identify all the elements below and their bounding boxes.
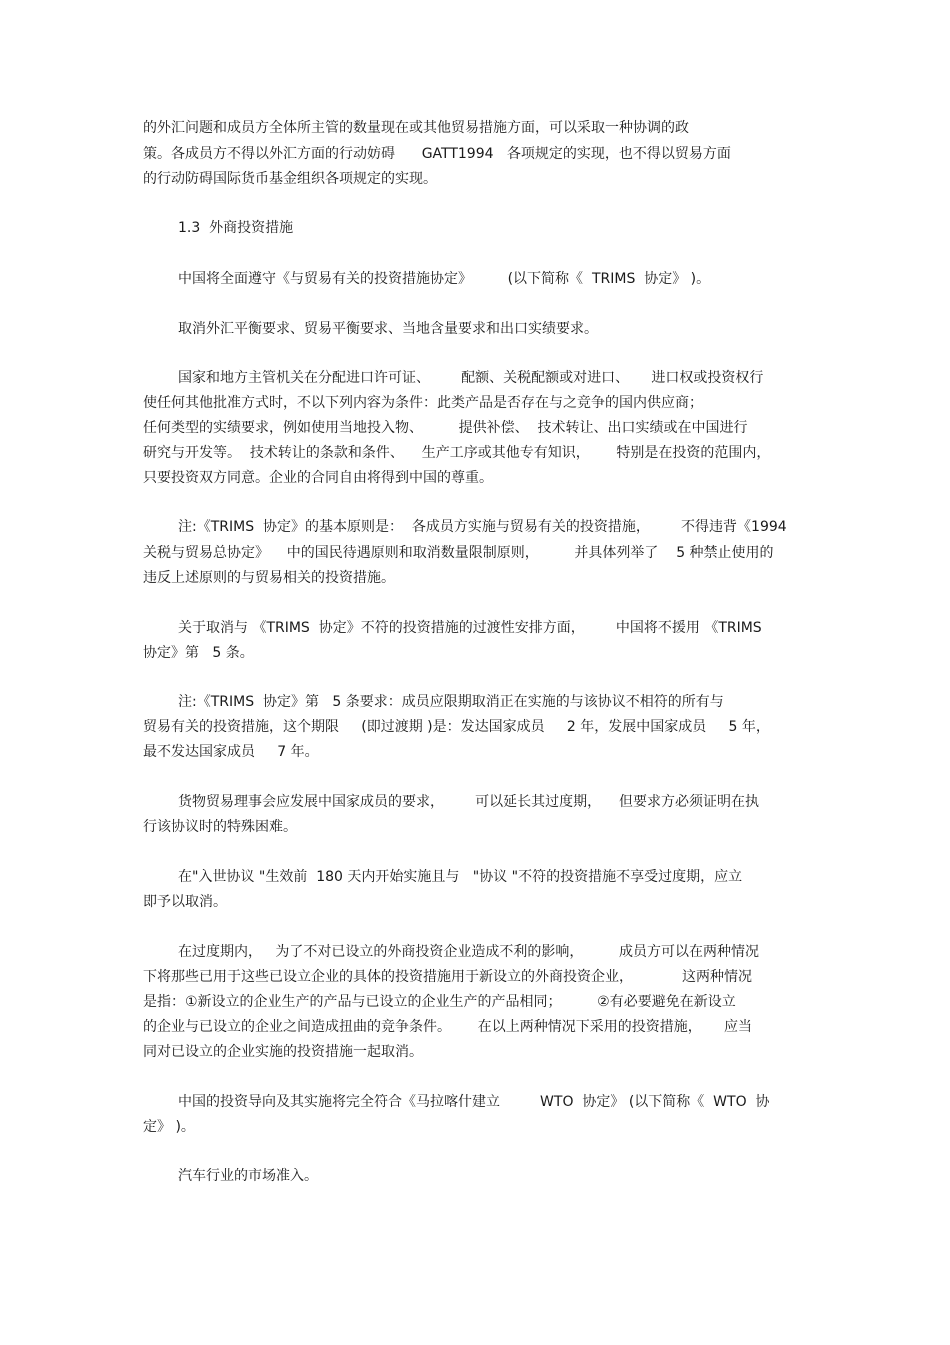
section-heading: 1.3 外商投资措施 [178,220,294,236]
text-line: 的企业与已设立的企业之间造成扭曲的竞争条件。 在以上两种情况下采用的投资措施， 应当 [143,1019,752,1035]
text-line: 关税与贸易总协定》 中的国民待遇原则和取消数量限制原则， 并具体列举了 5 种禁止使用的 [143,545,774,561]
text-line: 任何类型的实绩要求，例如使用当地投入物、 提供补偿、 技术转让、出口实绩或在中国进行 [143,420,748,436]
text-line: 违反上述原则的与贸易相关的投资措施。 [143,570,395,586]
text-line: 的外汇问题和成员方全体所主管的数量现在或其他贸易措施方面，可以采取一种协调的政 [143,120,689,136]
text-line: 在过度期内， 为了不对已设立的外商投资企业造成不利的影响， 成员方可以在两种情况 [178,944,759,960]
text-line: 汽车行业的市场准入。 [178,1168,318,1184]
text-line: 行该协议时的特殊困难。 [143,819,297,835]
text-line: 关于取消与 《TRIMS 协定》不符的投资措施的过渡性安排方面， 中国将不援用 《TRIMS [178,620,762,636]
text-line: 的行动防碍国际货币基金组织各项规定的实现。 [143,171,437,187]
text-line: 在"入世协议 "生效前 180 天内开始实施且与 "协议 "不符的投资措施不享受过度期，应立 [178,869,743,885]
text-line: 最不发达国家成员 7 年。 [143,744,319,760]
text-line: 国家和地方主管机关在分配进口许可证、 配额、关税配额或对进口、 进口权或投资权行 [178,370,764,386]
text-line: 取消外汇平衡要求、贸易平衡要求、当地含量要求和出口实绩要求。 [178,321,598,337]
text-line: 中国的投资导向及其实施将完全符合《马拉喀什建立 WTO 协定》 (以下简称《 WTO 协 [178,1094,770,1110]
text-line: 是指：①新设立的企业生产的产品与已设立的企业生产的产品相同； ②有必要避免在新设立 [143,994,736,1010]
text-line: 注:《TRIMS 协定》的基本原则是： 各成员方实施与贸易有关的投资措施， 不得违背《1994 [178,519,787,535]
text-line: 注:《TRIMS 协定》第 5 条要求：成员应限期取消正在实施的与该协议不相符的所有与 [178,694,724,710]
text-line: 中国将全面遵守《与贸易有关的投资措施协定》 (以下简称《 TRIMS 协定》 )。 [178,271,711,287]
text-line: 协定》第 5 条。 [143,645,254,661]
text-line: 定》 )。 [143,1119,195,1135]
text-line: 策。各成员方不得以外汇方面的行动妨碍 GATT1994 各项规定的实现，也不得以贸易方面 [143,146,731,162]
text-line: 即予以取消。 [143,894,227,910]
text-line: 下将那些已用于这些已设立企业的具体的投资措施用于新设立的外商投资企业， 这两种情况 [143,969,752,985]
text-line: 研究与开发等。 技术转让的条款和条件、 生产工序或其他专有知识， 特别是在投资的范围内， [143,445,771,461]
text-line: 货物贸易理事会应发展中国家成员的要求， 可以延长其过度期， 但要求方必须证明在执 [178,794,759,810]
text-line: 只要投资双方同意。企业的合同自由将得到中国的尊重。 [143,470,493,486]
text-line: 贸易有关的投资措施，这个期限 (即过渡期 )是：发达国家成员 2 年，发展中国家成员 5 年， [143,719,770,735]
text-line: 使任何其他批准方式时，不以下列内容为条件：此类产品是否存在与之竞争的国内供应商； [143,395,703,411]
text-line: 同对已设立的企业实施的投资措施一起取消。 [143,1044,423,1060]
